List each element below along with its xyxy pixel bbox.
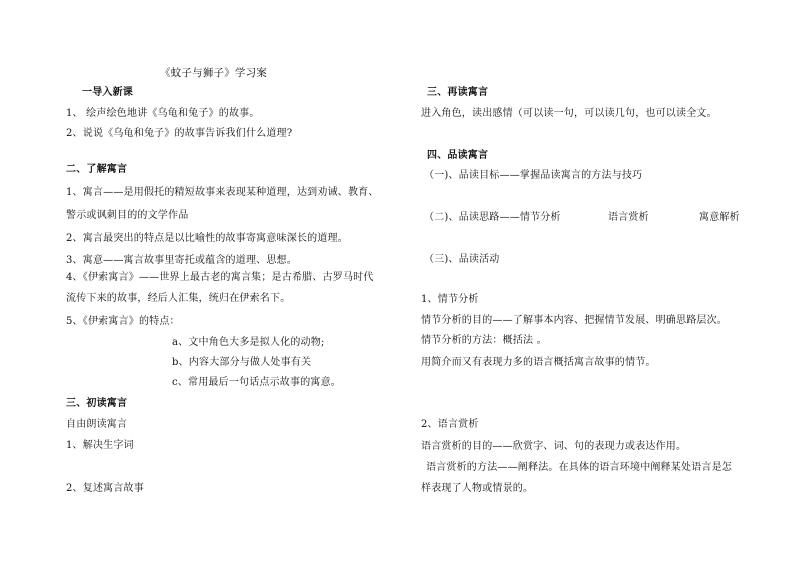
aesop-intro-line1: 4、《伊索寓言》——世界上最古老的寓言集；是古希腊、古罗马时代 (66, 272, 374, 283)
aesop-features-heading: 5、《伊索寓言》的特点： (66, 316, 180, 327)
language-analysis-purpose: 语言赏析的目的——欣赏字、词、句的表现力或表达作用。 (421, 441, 687, 452)
appreciate-goal: （一)、品读目标——掌握品读寓言的方法与技巧 (424, 170, 643, 181)
section-heading-intro: 一导入新课 (82, 87, 133, 98)
section-heading-first-read: 三、初读寓言 (66, 398, 128, 409)
appreciate-path-language: 语言赏析 (608, 212, 649, 223)
first-read-subtitle: 自由朗读寓言 (66, 419, 128, 430)
plot-analysis-purpose: 情节分析的目的——了解事本内容、把握情节发展、明确思路层次。 (421, 315, 727, 326)
aesop-feature-b: b、内容大部分与做人处事有关 (172, 357, 312, 368)
aesop-feature-c: c、常用最后一句话点示故事的寓意。 (172, 377, 342, 388)
aesop-intro-line2: 流传下来的故事，经后人汇集，统归在伊索名下。 (66, 293, 291, 304)
fable-definition-line2: 警示或讽刺目的的文学作品 (66, 210, 189, 221)
first-read-item-2: 2、复述寓言故事 (66, 483, 144, 494)
moral-definition: 3、寓意——寓言故事里寄托或蕴含的道理、思想。 (66, 255, 297, 266)
page-title: 《蚊子与狮子》学习案 (160, 67, 267, 79)
appreciate-path-moral: 寓意解析 (699, 212, 740, 223)
plot-analysis-description: 用简介而又有表现力多的语言概括寓言故事的情节。 (421, 357, 656, 368)
reread-instruction: 进入角色，读出感情（可以读一句，可以读几句，也可以读全文。 (421, 108, 717, 119)
section-heading-appreciate: 四、品读寓言 (427, 150, 489, 161)
fable-definition-line1: 1、寓言——是用假托的精短故事来表现某种道理，达到劝诫、教育、 (66, 187, 379, 198)
intro-item-2: 2、说说《乌龟和兔子》的故事告诉我们什么道理? (66, 128, 293, 139)
language-analysis-method-line2: 样表现了人物或情景的。 (421, 483, 534, 494)
language-analysis-method-line1: 语言赏析的方法——阐释法。在具体的语言环境中阐释某处语言是怎 (426, 462, 732, 473)
intro-item-1: 1、 绘声绘色地讲《乌龟和兔子》的故事。 (66, 108, 260, 119)
aesop-feature-a: a、文中角色大多是拟人化的动物; (172, 337, 325, 348)
fable-feature: 2、寓言最突出的特点是以比喻性的故事寄寓意味深长的道理。 (66, 233, 348, 244)
plot-analysis-method: 情节分析的方法：概括法 。 (421, 335, 547, 346)
appreciate-activity: （三)、品读活动 (424, 254, 500, 265)
language-analysis-heading: 2、语言赏析 (421, 419, 479, 430)
plot-analysis-heading: 1、情节分析 (421, 294, 479, 305)
section-heading-understand: 二、了解寓言 (66, 164, 128, 175)
section-heading-reread: 三、再读寓言 (427, 87, 489, 98)
appreciate-path: （二)、品读思路——情节分析 (424, 212, 561, 223)
first-read-item-1: 1、解决生字词 (66, 440, 134, 451)
